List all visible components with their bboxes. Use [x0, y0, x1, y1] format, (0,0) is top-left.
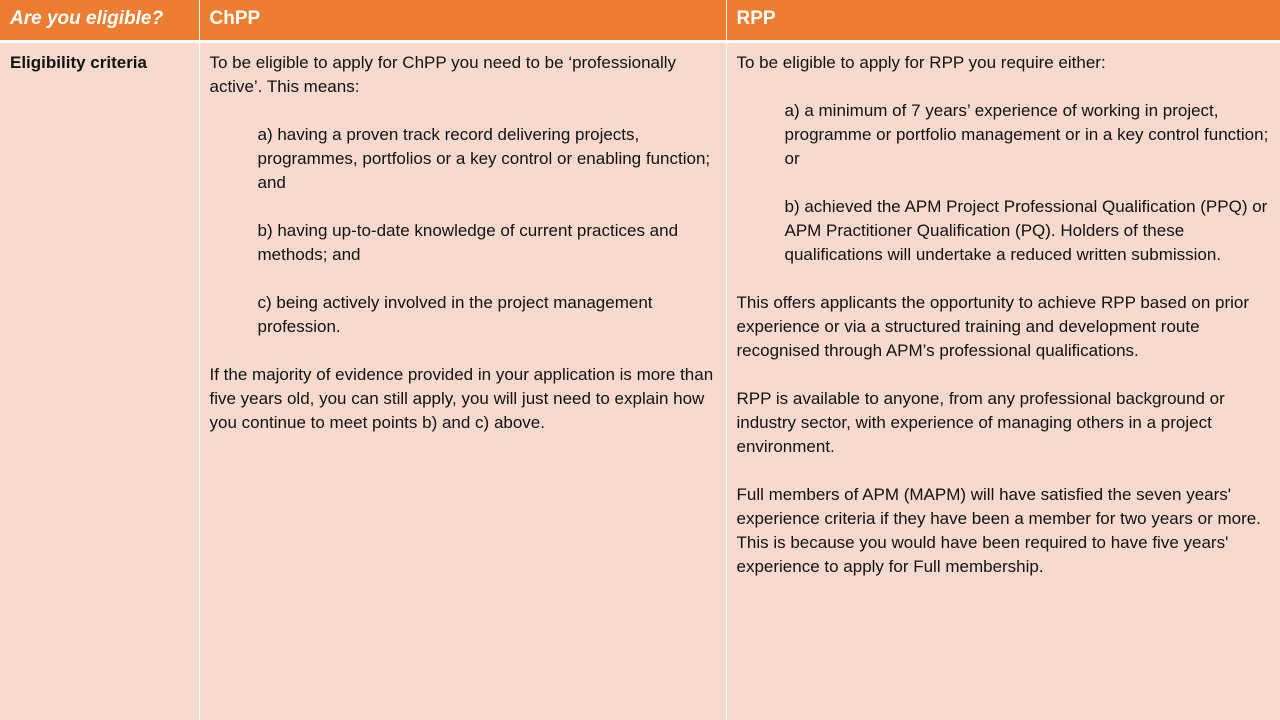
rpp-point-a: a) a minimum of 7 years’ experience of working in project, programme or portfolio management or in a key control function; or	[784, 100, 1269, 168]
chpp-note: If the majority of evidence provided in your application is more than five years old, you can still apply, you will just need to explain how you continue to meet points b) and c) above.	[209, 364, 714, 432]
rpp-point-b: b) achieved the APM Project Professional Qualification (PPQ) or APM Practitioner Qualification (PQ). Holders of these qualifications will undertake a reduced written submission.	[784, 196, 1268, 264]
rpp-paragraph-opportunity: This offers applicants the opportunity to achieve RPP based on prior experience or via a structured training and development route recognised through APM’s professional qualifications.	[736, 292, 1250, 360]
chpp-point-b: b) having up-to-date knowledge of current practices and methods; and	[257, 220, 679, 264]
header-chpp: ChPP	[199, 0, 726, 41]
table-row	[0, 41, 1280, 720]
chpp-point-c: c) being actively involved in the project management profession.	[257, 292, 653, 336]
chpp-intro: To be eligible to apply for ChPP you need to be ‘professionally active’. This means:	[209, 52, 677, 96]
header-rpp: RPP	[726, 0, 1280, 41]
rpp-paragraph-full-members: Full members of APM (MAPM) will have satisfied the seven years' experience criteria if they have been a member for two years or more. This is because you would have been required to have five years' experience to apply for Full membership.	[736, 484, 1261, 576]
row-label-eligibility-criteria: Eligibility criteria	[0, 41, 199, 720]
chpp-point-a: a) having a proven track record delivering projects, programmes, portfolios or a key control or enabling function; and	[257, 124, 711, 192]
rpp-cell	[726, 41, 1280, 720]
rpp-paragraph-availability: RPP is available to anyone, from any professional background or industry sector, with experience of managing others in a project environment.	[736, 388, 1225, 456]
chpp-cell	[199, 41, 726, 720]
header-question: Are you eligible?	[0, 0, 199, 41]
table-header-row	[0, 0, 1280, 41]
rpp-intro: To be eligible to apply for RPP you require either:	[736, 52, 1106, 72]
